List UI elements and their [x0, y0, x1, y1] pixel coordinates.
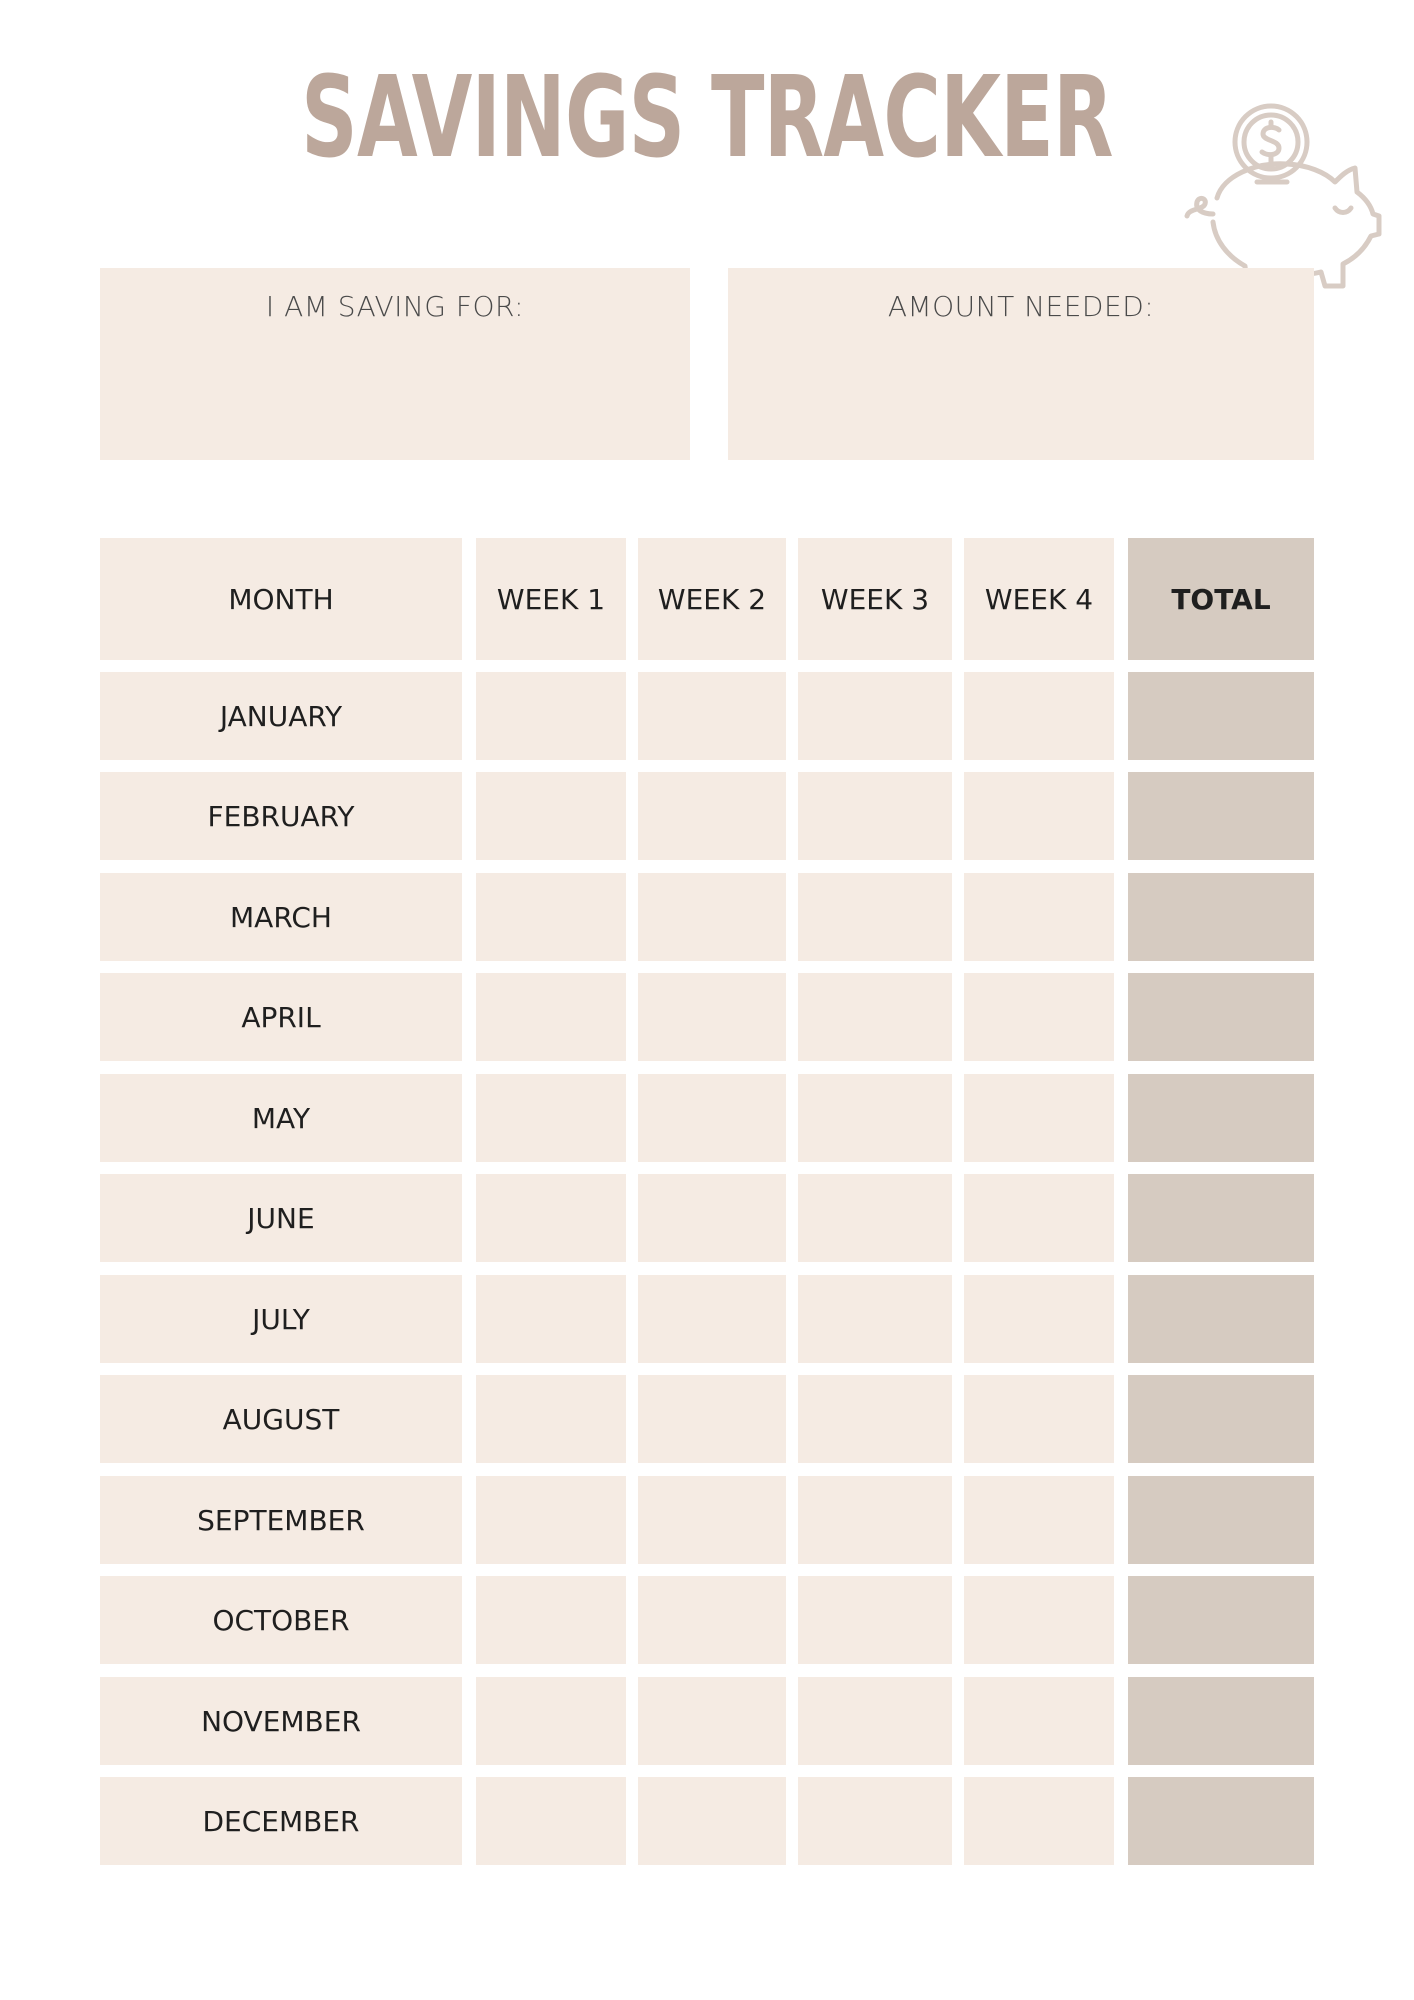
month-label: FEBRUARY	[100, 772, 462, 860]
header-week-3: WEEK 3	[798, 538, 952, 660]
header-total: TOTAL	[1128, 538, 1314, 660]
week-4-cell[interactable]	[964, 1476, 1114, 1564]
month-label: MAY	[100, 1074, 462, 1162]
month-label: DECEMBER	[100, 1777, 462, 1865]
week-3-cell[interactable]	[798, 1576, 952, 1664]
month-label: SEPTEMBER	[100, 1476, 462, 1564]
week-2-cell[interactable]	[638, 1174, 786, 1262]
total-cell[interactable]	[1128, 1275, 1314, 1363]
week-3-cell[interactable]	[798, 1777, 952, 1865]
week-3-cell[interactable]	[798, 873, 952, 961]
month-label: MARCH	[100, 873, 462, 961]
week-4-cell[interactable]	[964, 873, 1114, 961]
week-2-cell[interactable]	[638, 1576, 786, 1664]
week-3-cell[interactable]	[798, 672, 952, 760]
week-1-cell[interactable]	[476, 672, 626, 760]
week-4-cell[interactable]	[964, 672, 1114, 760]
week-2-cell[interactable]	[638, 1777, 786, 1865]
header-week-4: WEEK 4	[964, 538, 1114, 660]
total-cell[interactable]	[1128, 1576, 1314, 1664]
saving-for-box[interactable]	[100, 268, 690, 460]
week-3-cell[interactable]	[798, 1375, 952, 1463]
week-2-cell[interactable]	[638, 1677, 786, 1765]
week-1-cell[interactable]	[476, 1275, 626, 1363]
table-row	[100, 973, 1314, 1061]
week-2-cell[interactable]	[638, 1275, 786, 1363]
week-4-cell[interactable]	[964, 1275, 1114, 1363]
month-label: APRIL	[100, 973, 462, 1061]
table-row	[100, 1174, 1314, 1262]
month-label: AUGUST	[100, 1375, 462, 1463]
saving-for-label: I AM SAVING FOR:	[265, 290, 525, 323]
table-row	[100, 1476, 1314, 1564]
week-4-cell[interactable]	[964, 1677, 1114, 1765]
week-2-cell[interactable]	[638, 672, 786, 760]
week-4-cell[interactable]	[964, 772, 1114, 860]
header-month: MONTH	[100, 538, 462, 660]
week-3-cell[interactable]	[798, 1174, 952, 1262]
total-cell[interactable]	[1128, 772, 1314, 860]
header-week-2: WEEK 2	[638, 538, 786, 660]
table-header-row	[100, 538, 1314, 660]
week-4-cell[interactable]	[964, 1174, 1114, 1262]
total-cell[interactable]	[1128, 973, 1314, 1061]
table-row	[100, 1074, 1314, 1162]
month-label: NOVEMBER	[100, 1677, 462, 1765]
week-4-cell[interactable]	[964, 1777, 1114, 1865]
table-row	[100, 1375, 1314, 1463]
table-row	[100, 1677, 1314, 1765]
week-2-cell[interactable]	[638, 1074, 786, 1162]
week-2-cell[interactable]	[638, 1375, 786, 1463]
table-row	[100, 772, 1314, 860]
week-3-cell[interactable]	[798, 1275, 952, 1363]
week-4-cell[interactable]	[964, 1375, 1114, 1463]
page-title: SAVINGS TRACKER	[301, 53, 1113, 183]
week-3-cell[interactable]	[798, 772, 952, 860]
week-1-cell[interactable]	[476, 772, 626, 860]
table-row	[100, 1275, 1314, 1363]
total-cell[interactable]	[1128, 1375, 1314, 1463]
week-2-cell[interactable]	[638, 873, 786, 961]
week-3-cell[interactable]	[798, 1677, 952, 1765]
month-label: JANUARY	[100, 672, 462, 760]
total-cell[interactable]	[1128, 1174, 1314, 1262]
week-1-cell[interactable]	[476, 1476, 626, 1564]
total-cell[interactable]	[1128, 1074, 1314, 1162]
total-cell[interactable]	[1128, 873, 1314, 961]
week-2-cell[interactable]	[638, 772, 786, 860]
week-4-cell[interactable]	[964, 1074, 1114, 1162]
week-1-cell[interactable]	[476, 1074, 626, 1162]
week-2-cell[interactable]	[638, 1476, 786, 1564]
header-week-1: WEEK 1	[476, 538, 626, 660]
total-cell[interactable]	[1128, 1777, 1314, 1865]
total-cell[interactable]	[1128, 1476, 1314, 1564]
table-row	[100, 873, 1314, 961]
week-4-cell[interactable]	[964, 973, 1114, 1061]
table-row	[100, 1777, 1314, 1865]
week-1-cell[interactable]	[476, 1777, 626, 1865]
week-1-cell[interactable]	[476, 873, 626, 961]
week-3-cell[interactable]	[798, 1074, 952, 1162]
month-label: OCTOBER	[100, 1576, 462, 1664]
week-2-cell[interactable]	[638, 973, 786, 1061]
week-1-cell[interactable]	[476, 1375, 626, 1463]
month-label: JUNE	[100, 1174, 462, 1262]
table-row	[100, 1576, 1314, 1664]
week-1-cell[interactable]	[476, 1174, 626, 1262]
week-3-cell[interactable]	[798, 973, 952, 1061]
week-1-cell[interactable]	[476, 1677, 626, 1765]
month-label: JULY	[100, 1275, 462, 1363]
week-1-cell[interactable]	[476, 973, 626, 1061]
total-cell[interactable]	[1128, 1677, 1314, 1765]
table-row	[100, 672, 1314, 760]
week-4-cell[interactable]	[964, 1576, 1114, 1664]
week-3-cell[interactable]	[798, 1476, 952, 1564]
total-cell[interactable]	[1128, 672, 1314, 760]
amount-needed-box[interactable]	[728, 268, 1314, 460]
week-1-cell[interactable]	[476, 1576, 626, 1664]
amount-needed-label: AMOUNT NEEDED:	[887, 290, 1155, 323]
